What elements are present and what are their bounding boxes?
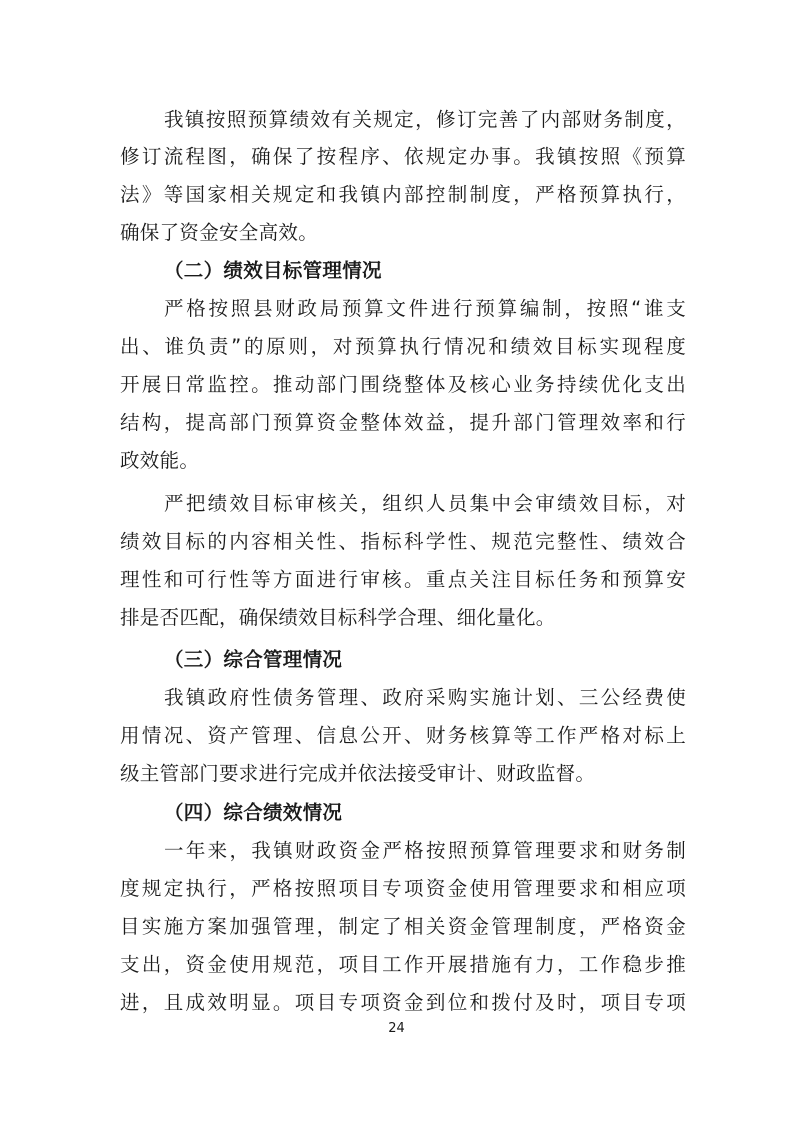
paragraph-line: 排是否匹配，确保绩效目标科学合理、细化量化。 <box>120 606 556 629</box>
section-heading: （二）绩效目标管理情况 <box>164 259 382 282</box>
paragraph-line: 确保了资金安全高效。 <box>120 221 319 244</box>
paragraph-line: 我镇按照预算绩效有关规定，修订完善了内部财务制度， <box>164 108 686 131</box>
paragraph-line: 政效能。 <box>120 449 200 472</box>
paragraph-line: 严格按照县财政局预算文件进行预算编制，按照“谁支 <box>164 297 686 320</box>
paragraph-line: 修订流程图，确保了按程序、依规定办事。我镇按照《预算 <box>120 145 686 168</box>
paragraph-line: 我镇政府性债务管理、政府采购实施计划、三公经费使 <box>164 686 686 709</box>
paragraph-line: 开展日常监控。推动部门围绕整体及核心业务持续优化支出 <box>120 373 686 396</box>
paragraph-line: 度规定执行，严格按照项目专项资金使用管理要求和相应项 <box>120 877 686 900</box>
paragraph-line: 支出，资金使用规范，项目工作开展措施有力，工作稳步推 <box>120 953 686 976</box>
paragraph-line: 级主管部门要求进行完成并依法接受审计、财政监督。 <box>120 762 596 785</box>
paragraph-line: 严把绩效目标审核关，组织人员集中会审绩效目标，对 <box>164 492 686 515</box>
paragraph-line: 一年来，我镇财政资金严格按照预算管理要求和财务制 <box>164 839 686 862</box>
section-heading: （三）综合管理情况 <box>164 648 343 671</box>
section-heading: （四）综合绩效情况 <box>164 801 343 824</box>
paragraph-line: 理性和可行性等方面进行审核。重点关注目标任务和预算安 <box>120 568 686 591</box>
paragraph-line: 目实施方案加强管理，制定了相关资金管理制度，严格资金 <box>120 915 686 938</box>
paragraph-line: 用情况、资产管理、信息公开、财务核算等工作严格对标上 <box>120 724 686 747</box>
paragraph-line: 法》等国家相关规定和我镇内部控制制度，严格预算执行， <box>120 183 686 206</box>
page-number: 24 <box>388 1021 405 1036</box>
paragraph-line: 绩效目标的内容相关性、指标科学性、规范完整性、绩效合 <box>120 530 686 553</box>
paragraph-line: 进，且成效明显。项目专项资金到位和拨付及时，项目专项 <box>120 991 686 1014</box>
paragraph-line: 结构，提高部门预算资金整体效益，提升部门管理效率和行 <box>120 411 686 434</box>
paragraph-line: 出、谁负责”的原则，对预算执行情况和绩效目标实现程度 <box>120 335 686 358</box>
